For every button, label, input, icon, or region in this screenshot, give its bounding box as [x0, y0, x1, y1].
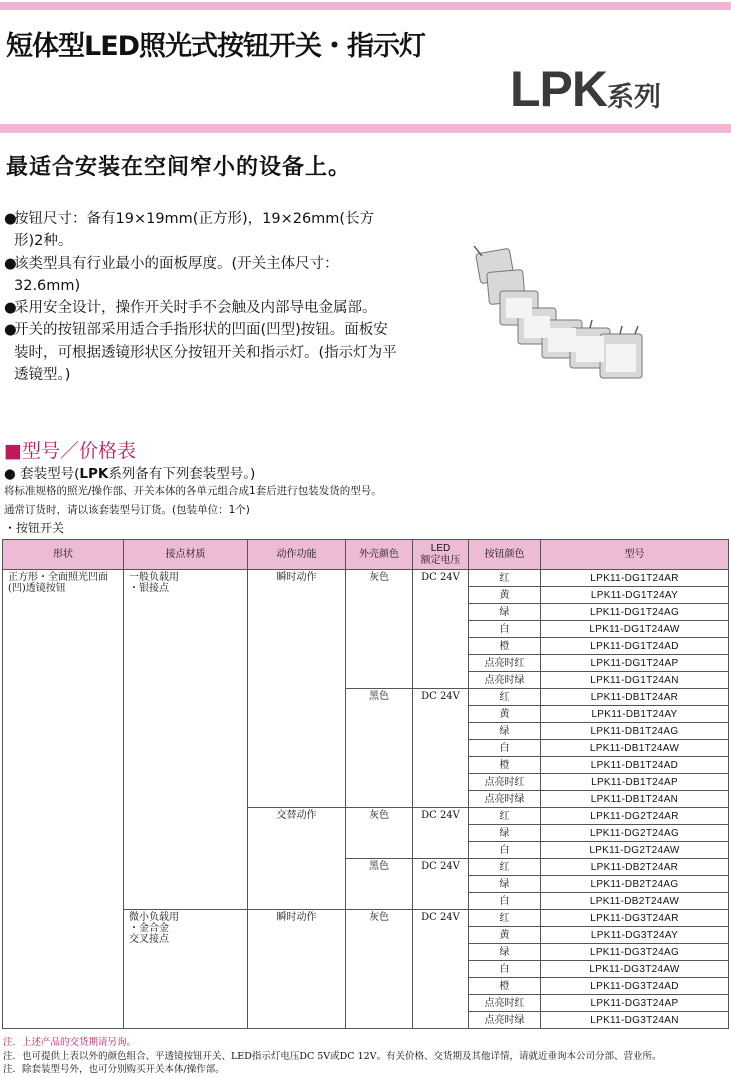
- model-cell: LPK11-DG1T24AW: [541, 621, 729, 638]
- button-color-cell: 白: [469, 842, 541, 859]
- col-header-housing: 外壳颜色: [346, 540, 413, 570]
- model-cell: LPK11-DB1T24AN: [541, 791, 729, 808]
- contact-cell: 微小负载用 ・金合金 交叉接点: [124, 910, 248, 1029]
- button-color-cell: 点亮时红: [469, 774, 541, 791]
- category-label: ・按钮开关: [4, 521, 65, 535]
- button-color-cell: 橙: [469, 757, 541, 774]
- button-color-cell: 白: [469, 621, 541, 638]
- button-color-cell: 红: [469, 808, 541, 825]
- action-cell: 瞬时动作: [248, 570, 346, 808]
- model-cell: LPK11-DB1T24AP: [541, 774, 729, 791]
- col-header-contact: 接点材质: [124, 540, 248, 570]
- button-color-cell: 橙: [469, 978, 541, 995]
- button-color-cell: 白: [469, 740, 541, 757]
- description-line: 将标准规格的照光/操作部、开关本体的各单元组合成1套后进行包装发货的型号。: [4, 485, 382, 497]
- model-cell: LPK11-DG2T24AR: [541, 808, 729, 825]
- note-line: 注．也可提供上表以外的颜色组合、平透镜按钮开关、LED指示灯电压DC 5V或DC 12V。有关价格、交货期及其他详情，请就近垂询本公司分部、营业所。: [3, 1050, 662, 1062]
- model-cell: LPK11-DG3T24AP: [541, 995, 729, 1012]
- button-color-cell: 黄: [469, 706, 541, 723]
- model-table: [2, 539, 729, 1029]
- button-color-cell: 绿: [469, 944, 541, 961]
- button-color-cell: 点亮时绿: [469, 1012, 541, 1029]
- model-cell: LPK11-DB2T24AR: [541, 859, 729, 876]
- model-cell: LPK11-DG1T24AR: [541, 570, 729, 587]
- button-color-cell: 绿: [469, 604, 541, 621]
- page-title: 短体型LED照光式按钮开关・指示灯: [6, 31, 426, 62]
- model-cell: LPK11-DG1T24AN: [541, 672, 729, 689]
- note-line: 注．上述产品的交货期请另询。: [3, 1037, 137, 1048]
- voltage-cell: DC 24V: [413, 910, 469, 1029]
- action-cell: 交替动作: [248, 808, 346, 910]
- button-color-cell: 绿: [469, 876, 541, 893]
- feature-list: [4, 208, 399, 386]
- model-cell: LPK11-DG3T24AD: [541, 978, 729, 995]
- button-color-cell: 点亮时绿: [469, 672, 541, 689]
- col-header-model: 型号: [541, 540, 729, 570]
- model-cell: LPK11-DG3T24AY: [541, 927, 729, 944]
- button-color-cell: 红: [469, 689, 541, 706]
- button-color-cell: 绿: [469, 825, 541, 842]
- description-line: 通常订货时，请以该套装型号订货。(包装单位：1个): [4, 504, 250, 516]
- series-suffix: 系列: [607, 82, 661, 113]
- model-cell: LPK11-DB2T24AW: [541, 893, 729, 910]
- button-color-cell: 白: [469, 961, 541, 978]
- model-cell: LPK11-DG3T24AG: [541, 944, 729, 961]
- contact-cell: 一般负载用 ・银接点: [124, 570, 248, 910]
- button-color-cell: 绿: [469, 723, 541, 740]
- voltage-cell: DC 24V: [413, 859, 469, 910]
- button-color-cell: 点亮时绿: [469, 791, 541, 808]
- housing-cell: 灰色: [346, 808, 413, 859]
- button-color-cell: 橙: [469, 638, 541, 655]
- model-cell: LPK11-DB2T24AG: [541, 876, 729, 893]
- button-color-cell: 红: [469, 570, 541, 587]
- table-body: [3, 570, 729, 1029]
- model-cell: LPK11-DG2T24AW: [541, 842, 729, 859]
- button-color-cell: 白: [469, 893, 541, 910]
- model-cell: LPK11-DB1T24AD: [541, 757, 729, 774]
- model-cell: LPK11-DG1T24AG: [541, 604, 729, 621]
- voltage-cell: DC 24V: [413, 689, 469, 808]
- model-cell: LPK11-DG1T24AP: [541, 655, 729, 672]
- housing-cell: 灰色: [346, 570, 413, 689]
- col-header-button: 按钮颜色: [469, 540, 541, 570]
- feature-item: ● 开关的按钮部采用适合手指形状的凹面(凹型)按钮。面板安装时，可根据透镜形状区分按钮开关和指示灯。(指示灯为平透镜型。): [4, 322, 397, 384]
- section-title: ■型号／价格表: [4, 440, 136, 462]
- model-cell: LPK11-DG3T24AW: [541, 961, 729, 978]
- housing-cell: 灰色: [346, 910, 413, 1029]
- col-header-led: LED 额定电压: [413, 540, 469, 570]
- model-cell: LPK11-DG1T24AY: [541, 587, 729, 604]
- button-color-cell: 红: [469, 859, 541, 876]
- series-code: LPK: [510, 61, 607, 117]
- button-color-cell: 黄: [469, 587, 541, 604]
- voltage-cell: DC 24V: [413, 570, 469, 689]
- button-color-cell: 点亮时红: [469, 655, 541, 672]
- table-row: [3, 570, 729, 587]
- shape-cell: 正方形・全面照光凹面(凹)透镜按钮: [3, 570, 124, 1029]
- model-cell: LPK11-DG3T24AR: [541, 910, 729, 927]
- table-header-row: [3, 540, 729, 570]
- top-pink-bar: [0, 2, 731, 10]
- housing-cell: 黑色: [346, 859, 413, 910]
- col-header-shape: 形状: [3, 540, 124, 570]
- feature-item: ● 按钮尺寸：备有19×19mm(正方形)，19×26mm(长方形)2种。: [4, 211, 375, 250]
- series-label: [510, 60, 661, 118]
- col-header-action: 动作功能: [248, 540, 346, 570]
- model-cell: LPK11-DB1T24AY: [541, 706, 729, 723]
- feature-item: ● 采用安全设计，操作开关时手不会触及内部导电金属部。: [4, 300, 377, 317]
- headline: 最适合安装在空间窄小的设备上。: [6, 154, 352, 180]
- action-cell: 瞬时动作: [248, 910, 346, 1029]
- button-color-cell: 点亮时红: [469, 995, 541, 1012]
- model-cell: LPK11-DB1T24AW: [541, 740, 729, 757]
- set-model-note: ● 套装型号(LPK系列备有下列套装型号。): [4, 466, 256, 482]
- housing-cell: 黑色: [346, 689, 413, 808]
- notes: [3, 1036, 662, 1077]
- header-pink-bar: [0, 124, 731, 133]
- model-cell: LPK11-DG3T24AN: [541, 1012, 729, 1029]
- product-photo: [470, 246, 660, 396]
- button-color-cell: 红: [469, 910, 541, 927]
- model-cell: LPK11-DG2T24AG: [541, 825, 729, 842]
- model-cell: LPK11-DG1T24AD: [541, 638, 729, 655]
- note-line: 注．除套装型号外，也可分别购买开关本体/操作部。: [3, 1064, 225, 1075]
- button-color-cell: 黄: [469, 927, 541, 944]
- model-cell: LPK11-DB1T24AR: [541, 689, 729, 706]
- feature-item: ● 该类型具有行业最小的面板厚度。(开关主体尺寸：32.6mm): [4, 255, 339, 294]
- voltage-cell: DC 24V: [413, 808, 469, 859]
- model-cell: LPK11-DB1T24AG: [541, 723, 729, 740]
